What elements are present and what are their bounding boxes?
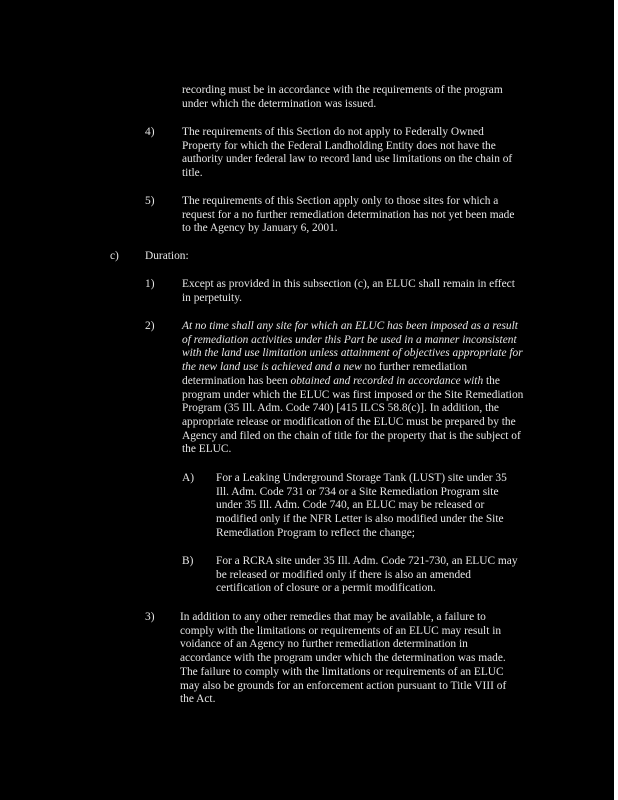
scan-edge: [614, 0, 618, 800]
text-span: the: [483, 374, 500, 387]
text-line: Agency and filed on the chain of title for the property that is the subject of: [182, 429, 521, 442]
text-line: comply with the limitations or requirements of an ELUC may result in: [180, 624, 502, 637]
text-line: Remediation Program to reflect the change;: [216, 526, 415, 539]
item-c2-paragraph: [182, 320, 523, 457]
item-number: A): [182, 472, 195, 484]
text-line: modified only if the NFR Letter is also modified under the Site: [216, 513, 504, 526]
item-c1-paragraph: [182, 278, 515, 305]
item-number: 5): [145, 195, 155, 207]
text-line: [182, 375, 523, 389]
item-c3-paragraph: [180, 611, 506, 707]
text-span: no further remediation: [361, 361, 468, 374]
text-line: For a Leaking Underground Storage Tank (LUST) site under 35: [216, 472, 507, 484]
item-number: 1): [145, 278, 155, 290]
item-4-paragraph: [182, 126, 512, 181]
text-line: The failure to comply with the limitations or requirements of an ELUC: [180, 665, 504, 678]
text-line: be released or modified only if there is also an amended: [216, 568, 471, 581]
continuation-paragraph: [182, 84, 503, 111]
text-line: The requirements of this Section do not apply to Federally Owned: [182, 126, 484, 138]
statutory-italic-text: of remediation activities under this Part be used in a manner inconsistent: [182, 333, 517, 346]
text-line: the ELUC.: [182, 443, 232, 456]
text-line: under which the determination was issued.: [182, 97, 377, 110]
text-line: [182, 334, 523, 348]
item-c2a-paragraph: [216, 472, 507, 541]
text-line: to the Agency by January 6, 2001.: [182, 222, 338, 235]
item-number: 4): [145, 126, 155, 138]
text-line: in perpetuity.: [182, 291, 242, 304]
statutory-italic-text: with the land use limitation unless attainment of objectives appropriate for: [182, 347, 523, 360]
text-line: may also be grounds for an enforcement action pursuant to Title VIII of: [180, 679, 507, 692]
item-number: 2): [145, 320, 155, 332]
text-line: title.: [182, 167, 203, 180]
text-line: accordance with the program under which the determination was made.: [180, 652, 506, 665]
text-line: [182, 361, 523, 375]
text-line: the Act.: [180, 693, 216, 706]
statutory-italic-text: obtained and recorded in accordance with: [290, 374, 484, 387]
text-line: authority under federal law to record land use limitations on the chain of: [182, 153, 513, 166]
text-line: under 35 Ill. Adm. Code 740, an ELUC may be released or: [216, 499, 485, 512]
text-line: request for a no further remediation determination has not yet been made: [182, 208, 515, 221]
section-heading: Duration:: [145, 250, 189, 262]
text-line: Property for which the Federal Landholding Entity does not have the: [182, 139, 496, 152]
text-line: [182, 347, 523, 361]
text-span: determination has been: [182, 374, 291, 387]
text-line: Except as provided in this subsection (c), an ELUC shall remain in effect: [182, 278, 515, 290]
section-number: c): [110, 250, 119, 262]
item-5-paragraph: [182, 195, 514, 236]
statutory-italic-text: At no time shall any site for which an ELUC has been imposed as a result: [182, 320, 518, 332]
text-line: Ill. Adm. Code 731 or 734 or a Site Remediation Program site: [216, 485, 499, 498]
text-line: Program (35 Ill. Adm. Code 740) [415 ILCS 58.8(c)]. In addition, the: [182, 402, 499, 415]
text-line: voidance of an Agency no further remediation determination in: [180, 638, 468, 651]
text-line: For a RCRA site under 35 Ill. Adm. Code 721-730, an ELUC may: [216, 555, 518, 567]
text-line: In addition to any other remedies that may be available, a failure to: [180, 611, 486, 623]
text-line: [182, 320, 523, 334]
text-line: The requirements of this Section apply only to those sites for which a: [182, 195, 499, 207]
text-line: recording must be in accordance with the requirements of the program: [182, 84, 503, 96]
item-number: B): [182, 555, 194, 567]
text-line: program under which the ELUC was first imposed or the Site Remediation: [182, 388, 524, 401]
text-line: certification of closure or a permit modification.: [216, 582, 436, 595]
item-c2b-paragraph: [216, 555, 518, 596]
item-number: 3): [145, 611, 155, 623]
statutory-italic-text: the new land use is achieved and a new: [182, 361, 362, 374]
text-line: appropriate release or modification of the ELUC must be prepared by the: [182, 415, 516, 428]
